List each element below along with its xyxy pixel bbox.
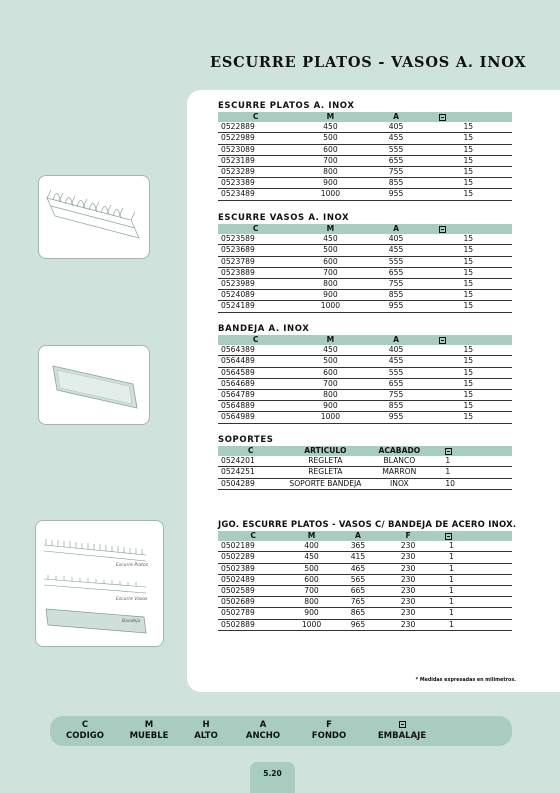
section-title: SOPORTES [218, 435, 274, 445]
table-row: 0564689 700 655 15 [218, 378, 512, 389]
section-bandeja [218, 324, 512, 424]
page-number: 5.20 [250, 762, 295, 793]
table-row: 0564789 800 755 15 [218, 390, 512, 401]
legend-item-ancho: A ANCHO [245, 720, 281, 741]
col-header-ancho: A [368, 224, 425, 234]
table-row: 0523889 700 655 15 [218, 267, 512, 278]
table-row: 0564489 500 455 15 [218, 356, 512, 367]
col-header-embalaje [425, 335, 512, 345]
product-table [218, 446, 512, 490]
box-icon [439, 114, 446, 121]
col-header-acabado: ACABADO [367, 446, 431, 456]
table-row: 0502689 800 765 230 1 [218, 597, 512, 608]
legend-item-embalaje: EMBALAJE [370, 720, 434, 742]
table-row: 0502589 700 665 230 1 [218, 586, 512, 597]
table-row: 0564389 450 405 15 [218, 345, 512, 356]
box-icon [445, 533, 452, 540]
table-header [218, 112, 512, 122]
photo-dish-rack [38, 175, 150, 259]
table-row: 0523489 1000 955 15 [218, 189, 512, 200]
table-row: 0502789 900 865 230 1 [218, 608, 512, 619]
box-icon [399, 721, 406, 728]
legend-item-fondo: F FONDO [311, 720, 347, 741]
product-table [218, 531, 512, 631]
col-header-embalaje [425, 112, 512, 122]
col-header-ancho: A [368, 112, 425, 122]
section-title: ESCURRE PLATOS A. INOX [218, 101, 355, 111]
col-header-mueble: M [293, 224, 367, 234]
legend-item-mueble: M MUEBLE [129, 720, 169, 741]
table-row: 0523289 800 755 15 [218, 167, 512, 178]
col-header-codigo: C [218, 531, 288, 541]
col-header-mueble: M [288, 531, 335, 541]
photo-label-escurre-vasos: Escurre Vasos [116, 597, 148, 602]
table-row: 0564589 600 555 15 [218, 367, 512, 378]
legend-item-alto: H ALTO [194, 720, 218, 741]
col-header-codigo: C [218, 446, 283, 456]
col-header-embalaje [425, 224, 512, 234]
product-table [218, 112, 512, 201]
photo-rack-set [35, 520, 164, 647]
table-row: 0502889 1000 965 230 1 [218, 619, 512, 630]
col-header-mueble: M [293, 335, 367, 345]
section-jgo-escurre [218, 520, 516, 631]
table-row: 0524089 900 855 15 [218, 290, 512, 301]
table-row: 0524251 REGLETA MARRON 1 [218, 467, 512, 478]
table-row: 0523589 450 405 15 [218, 234, 512, 245]
legend-item-codigo: C CODIGO [66, 720, 104, 741]
section-soportes [218, 435, 512, 490]
col-header-ancho: A [335, 531, 381, 541]
product-table [218, 224, 512, 313]
section-escurre-vasos [218, 213, 512, 313]
box-icon [439, 337, 446, 344]
table-header [218, 335, 512, 345]
table-row: 0523989 800 755 15 [218, 279, 512, 290]
page-title: ESCURRE PLATOS - VASOS A. INOX [210, 54, 527, 71]
box-icon [445, 448, 452, 455]
section-title: BANDEJA A. INOX [218, 324, 310, 334]
table-row: 0502189 400 365 230 1 [218, 541, 512, 552]
product-table [218, 335, 512, 424]
measurements-note: * Medidas expresadas en milimetros. [415, 678, 516, 683]
table-row: 0523189 700 655 15 [218, 155, 512, 166]
table-header [218, 446, 512, 456]
table-row: 0564989 1000 955 15 [218, 412, 512, 423]
col-header-codigo: C [218, 335, 293, 345]
col-header-articulo: ARTICULO [283, 446, 367, 456]
table-row: 0523089 600 555 15 [218, 144, 512, 155]
section-title: JGO. ESCURRE PLATOS - VASOS C/ BANDEJA DE ACERO INOX. [218, 520, 517, 530]
section-escurre-platos [218, 101, 512, 201]
table-row: 0504289 SOPORTE BANDEJA INOX 10 [218, 478, 512, 489]
photo-label-escurre-platos: Escurre Platos [116, 563, 148, 568]
col-header-codigo: C [218, 224, 293, 234]
table-row: 0523689 500 455 15 [218, 245, 512, 256]
table-row: 0524201 REGLETA BLANCO 1 [218, 456, 512, 467]
photo-tray [38, 345, 150, 425]
col-header-embalaje [435, 531, 512, 541]
col-header-codigo: C [218, 112, 293, 122]
table-row: 0502489 600 565 230 1 [218, 574, 512, 585]
table-row: 0523789 600 555 15 [218, 256, 512, 267]
table-row: 0502289 450 415 230 1 [218, 552, 512, 563]
legend-bar [50, 716, 512, 746]
table-row: 0564889 900 855 15 [218, 401, 512, 412]
col-header-embalaje [431, 446, 512, 456]
table-row: 0524189 1000 955 15 [218, 301, 512, 312]
table-row: 0522989 500 455 15 [218, 133, 512, 144]
col-header-fondo: F [381, 531, 435, 541]
table-row: 0523389 900 855 15 [218, 178, 512, 189]
table-row: 0522889 450 405 15 [218, 122, 512, 133]
col-header-ancho: A [368, 335, 425, 345]
box-icon [439, 226, 446, 233]
table-header [218, 224, 512, 234]
table-header [218, 531, 512, 541]
photo-label-bandeja: Bandeja [122, 619, 141, 624]
col-header-mueble: M [293, 112, 367, 122]
table-row: 0502389 500 465 230 1 [218, 563, 512, 574]
section-title: ESCURRE VASOS A. INOX [218, 213, 350, 223]
